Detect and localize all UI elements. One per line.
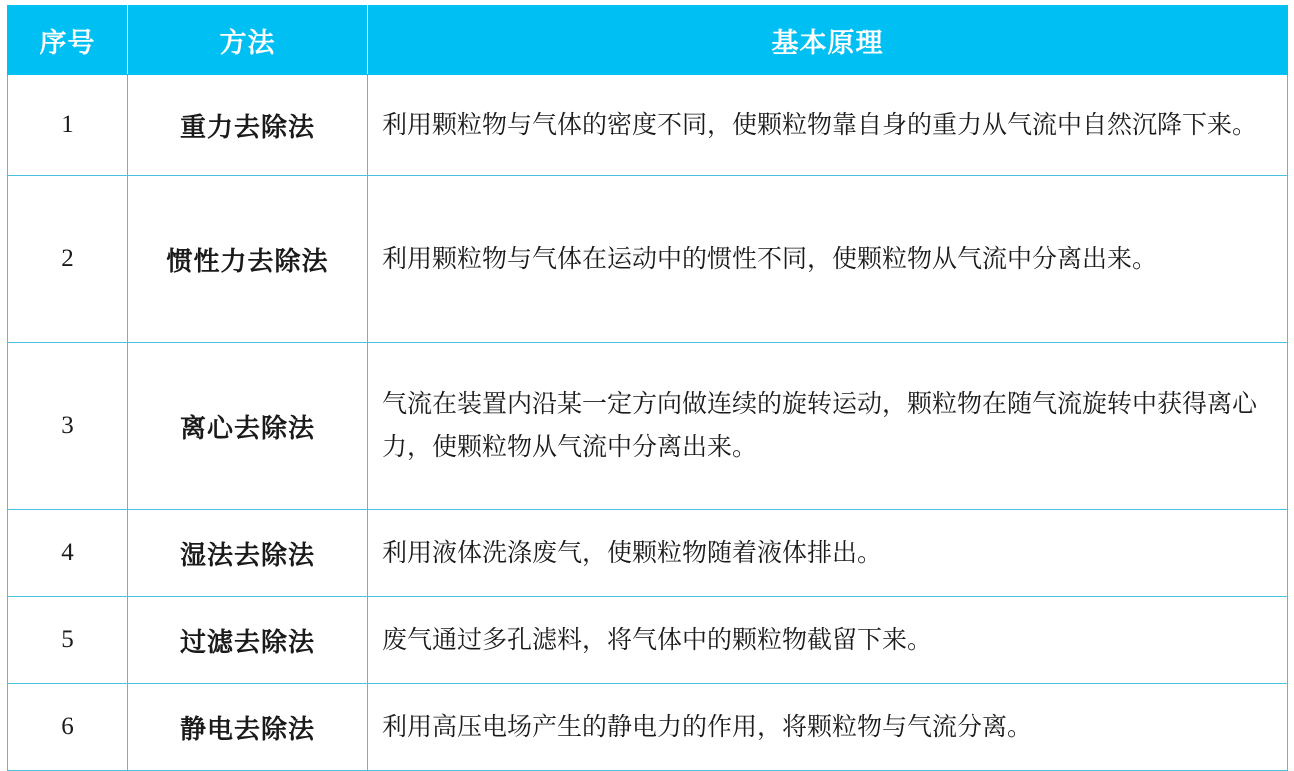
cell-method: 重力去除法: [128, 75, 368, 176]
table-row: [8, 684, 1288, 771]
cell-method: 过滤去除法: [128, 597, 368, 684]
table-body: [8, 75, 1288, 771]
table-row: [8, 597, 1288, 684]
table-row: [8, 510, 1288, 597]
cell-principle: 利用高压电场产生的静电力的作用，将颗粒物与气流分离。: [368, 684, 1288, 771]
table-header: [8, 6, 1288, 75]
cell-index: 5: [8, 597, 128, 684]
table-row: [8, 343, 1288, 510]
particulate-removal-methods-table: [7, 5, 1288, 771]
table-row: [8, 75, 1288, 176]
cell-method: 湿法去除法: [128, 510, 368, 597]
column-header-method: 方法: [128, 6, 368, 75]
cell-index: 2: [8, 176, 128, 343]
table-row: [8, 176, 1288, 343]
cell-method: 惯性力去除法: [128, 176, 368, 343]
column-header-principle: 基本原理: [368, 6, 1288, 75]
cell-principle: 利用颗粒物与气体的密度不同，使颗粒物靠自身的重力从气流中自然沉降下来。: [368, 75, 1288, 176]
cell-principle: 利用颗粒物与气体在运动中的惯性不同，使颗粒物从气流中分离出来。: [368, 176, 1288, 343]
cell-index: 3: [8, 343, 128, 510]
principles-table-container: [0, 5, 1294, 771]
cell-principle: 废气通过多孔滤料，将气体中的颗粒物截留下来。: [368, 597, 1288, 684]
cell-method: 静电去除法: [128, 684, 368, 771]
cell-index: 1: [8, 75, 128, 176]
cell-principle: 利用液体洗涤废气，使颗粒物随着液体排出。: [368, 510, 1288, 597]
table-header-row: [8, 6, 1288, 75]
cell-index: 4: [8, 510, 128, 597]
cell-method: 离心去除法: [128, 343, 368, 510]
cell-principle: 气流在装置内沿某一定方向做连续的旋转运动，颗粒物在随气流旋转中获得离心力，使颗粒物从气流中分离出来。: [368, 343, 1288, 510]
cell-index: 6: [8, 684, 128, 771]
column-header-index: 序号: [8, 6, 128, 75]
